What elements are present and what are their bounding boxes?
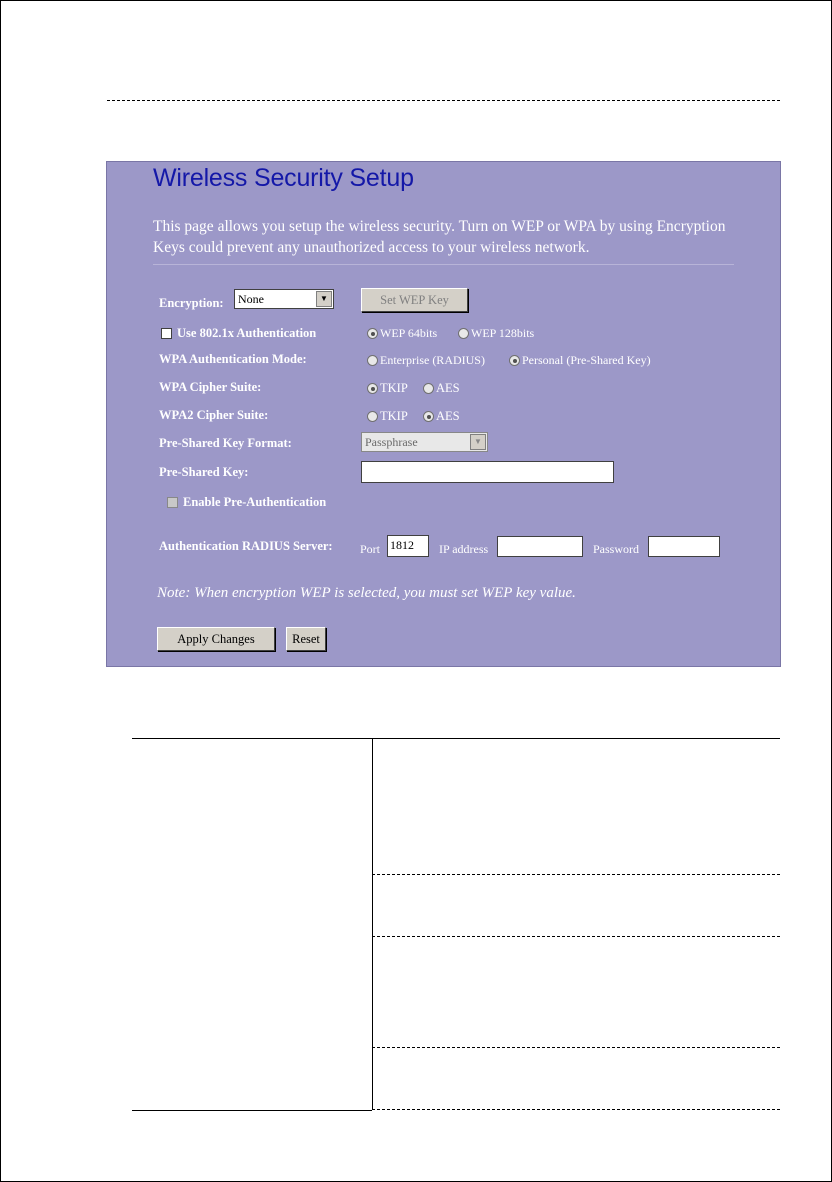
radius-password-input[interactable]	[648, 536, 720, 557]
radius-ip-label: IP address	[439, 542, 489, 556]
personal-psk-label: Personal (Pre-Shared Key)	[522, 353, 651, 367]
wpa-tkip-radio[interactable]	[367, 383, 378, 394]
radius-port-input[interactable]: 1812	[387, 535, 429, 557]
table-top-border	[132, 738, 780, 739]
wpa2-tkip-label: TKIP	[380, 409, 408, 423]
set-wep-key-button[interactable]: Set WEP Key	[361, 288, 468, 312]
psk-format-value: Passphrase	[365, 435, 418, 449]
chevron-down-icon: ▼	[470, 434, 486, 450]
table-column-divider	[372, 738, 373, 1110]
personal-psk-radio[interactable]	[509, 355, 520, 366]
psk-input[interactable]	[361, 461, 614, 483]
encryption-value: None	[238, 292, 264, 306]
wep-128-label: WEP 128bits	[471, 326, 535, 340]
radius-password-label: Password	[593, 542, 640, 556]
wpa-aes-radio[interactable]	[423, 383, 434, 394]
wep-64-option[interactable]	[367, 326, 437, 341]
wpa-cipher-label: WPA Cipher Suite:	[159, 380, 262, 394]
enterprise-radius-radio[interactable]	[367, 355, 378, 366]
radius-ip-input[interactable]	[497, 536, 583, 557]
wpa2-aes-radio[interactable]	[423, 411, 434, 422]
wpa-auth-mode-label: WPA Authentication Mode:	[159, 352, 307, 366]
pre-auth-row	[167, 495, 326, 510]
wpa-aes-label: AES	[436, 381, 460, 395]
psk-format-select[interactable]	[361, 432, 488, 452]
wep-128-radio[interactable]	[458, 328, 469, 339]
use-8021x-label: Use 802.1x Authentication	[177, 326, 317, 340]
encryption-label: Encryption:	[159, 296, 224, 310]
table-row-divider	[372, 936, 780, 937]
encryption-select[interactable]	[234, 289, 334, 309]
header-rule	[107, 100, 780, 101]
use-8021x-checkbox[interactable]	[161, 328, 172, 339]
table-row-divider	[372, 874, 780, 875]
wep-64-label: WEP 64bits	[380, 326, 438, 340]
wpa2-tkip-option[interactable]	[367, 409, 408, 424]
page-description: This page allows you setup the wireless security. Turn on WEP or WPA by using Encryption Keys could prevent any unauthorized access to your wireless network.	[153, 218, 726, 256]
wpa2-cipher-label: WPA2 Cipher Suite:	[159, 408, 269, 422]
apply-changes-button[interactable]: Apply Changes	[157, 627, 275, 651]
wep-64-radio[interactable]	[367, 328, 378, 339]
pre-auth-checkbox[interactable]	[167, 497, 178, 508]
table-bottom-border	[132, 1110, 372, 1111]
personal-psk-option[interactable]	[509, 353, 651, 368]
wpa-tkip-option[interactable]	[367, 381, 408, 396]
use-8021x-row	[161, 326, 316, 341]
wpa-tkip-label: TKIP	[380, 381, 408, 395]
wpa-aes-option[interactable]	[423, 381, 460, 396]
pre-auth-label: Enable Pre-Authentication	[183, 495, 327, 509]
wpa2-tkip-radio[interactable]	[367, 411, 378, 422]
page-title: Wireless Security Setup	[153, 164, 414, 192]
description-divider	[153, 264, 734, 265]
wep-128-option[interactable]	[458, 326, 534, 341]
reset-button[interactable]: Reset	[286, 627, 326, 651]
table-row-divider	[372, 1047, 780, 1048]
wpa2-aes-label: AES	[436, 409, 460, 423]
enterprise-radius-label: Enterprise (RADIUS)	[380, 353, 485, 367]
psk-format-label: Pre-Shared Key Format:	[159, 436, 292, 450]
wpa2-aes-option[interactable]	[423, 409, 460, 424]
enterprise-radius-option[interactable]	[367, 353, 485, 368]
table-row-divider	[372, 1109, 780, 1110]
radius-server-label: Authentication RADIUS Server:	[159, 539, 333, 553]
wep-note: Note: When encryption WEP is selected, you must set WEP key value.	[157, 585, 576, 601]
psk-label: Pre-Shared Key:	[159, 465, 249, 479]
radius-port-label: Port	[360, 542, 381, 556]
chevron-down-icon: ▼	[316, 291, 332, 307]
wireless-security-screenshot	[106, 161, 781, 667]
